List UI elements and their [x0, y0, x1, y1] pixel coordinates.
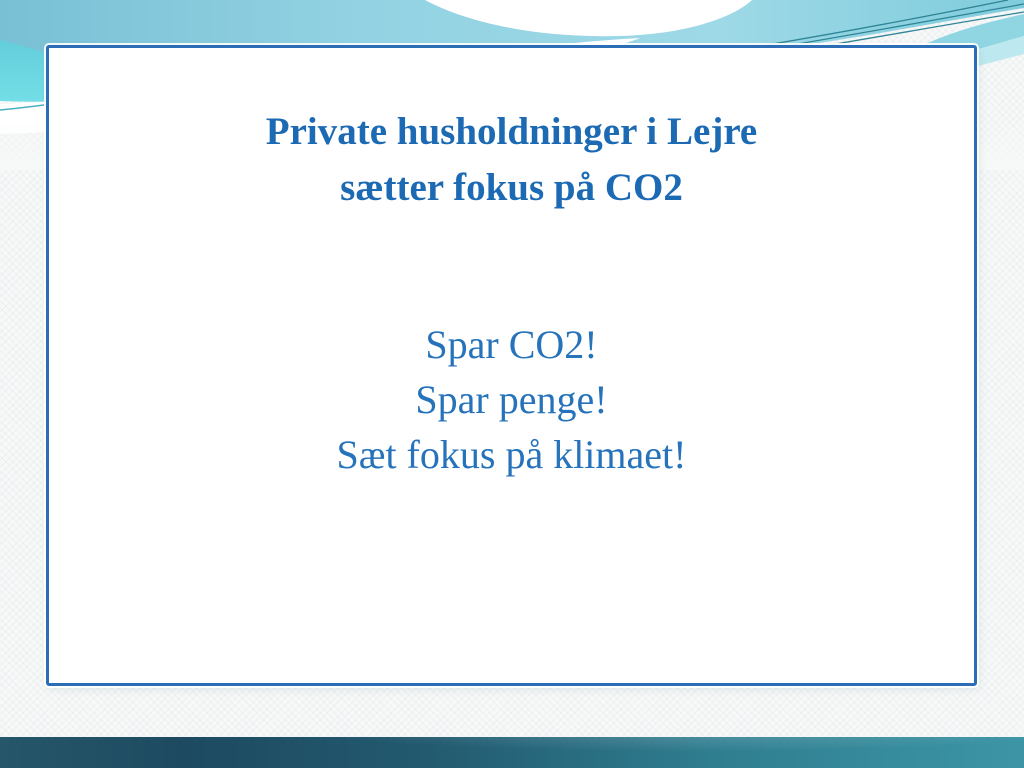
body-line-1: Spar CO2! — [425, 322, 598, 367]
content-box — [46, 45, 977, 686]
title-line-1: Private husholdninger i Lejre — [265, 110, 758, 153]
bottom-wave-band — [0, 737, 1024, 768]
body-line-2: Spar penge! — [415, 377, 608, 422]
title-line-2: sætter fokus på CO2 — [340, 166, 683, 209]
body-line-3: Sæt fokus på klimaet! — [336, 432, 687, 477]
slide-title — [49, 104, 974, 216]
slide-body-text — [49, 317, 974, 482]
